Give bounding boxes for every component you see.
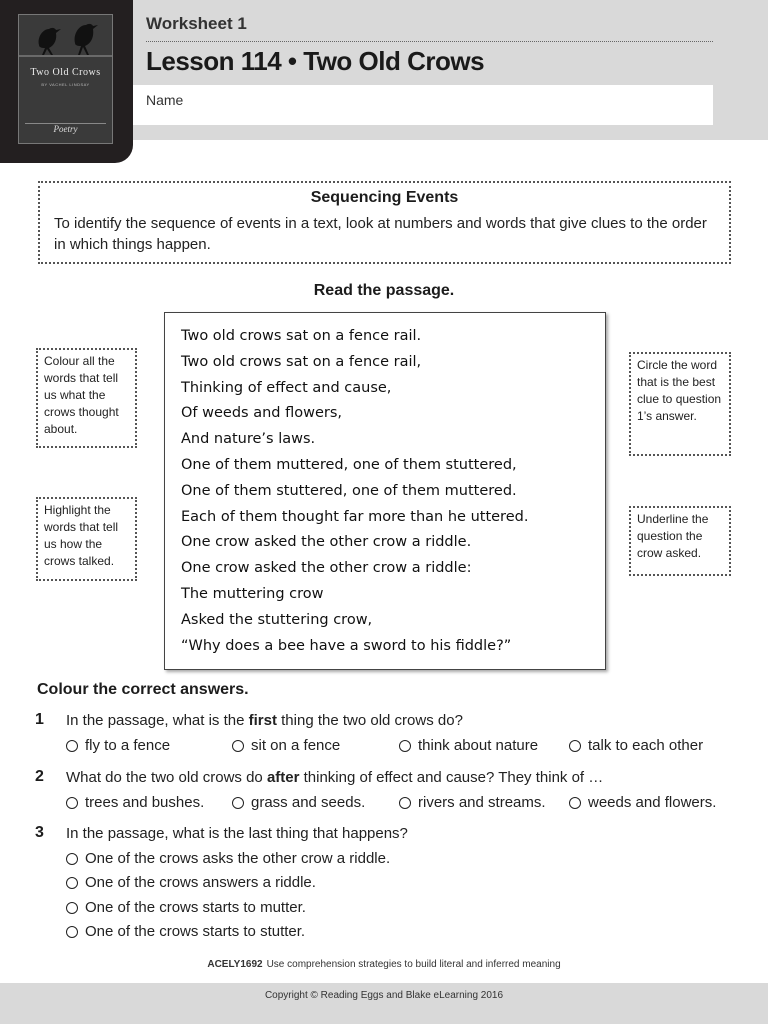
- cover-author: BY VACHEL LINDSAY: [41, 82, 90, 87]
- answer-option[interactable]: [569, 737, 703, 754]
- worksheet-label: Worksheet 1: [146, 14, 247, 33]
- curriculum-note: [0, 959, 768, 970]
- answer-option[interactable]: [66, 923, 305, 940]
- crows-icon: [19, 15, 113, 65]
- question-text-pre: In the passage, what is the last thing that happens?: [66, 825, 408, 842]
- question-text-emphasis: after: [266, 769, 300, 786]
- passage-line: The muttering crow: [181, 585, 324, 602]
- sequencing-title: Sequencing Events: [310, 189, 459, 206]
- curriculum-text: Use comprehension strategies to build literal and inferred meaning: [266, 959, 561, 970]
- answer-option-label: sit on a fence: [251, 737, 341, 754]
- question-text-pre: What do the two old crows do: [66, 769, 267, 786]
- radio-circle-icon[interactable]: [569, 797, 581, 809]
- question-text-post: thinking of effect and cause? They think of …: [299, 769, 604, 786]
- answer-option-label: weeds and flowers.: [588, 794, 717, 811]
- answer-option-label: One of the crows starts to mutter.: [85, 899, 306, 916]
- radio-circle-icon[interactable]: [66, 853, 78, 865]
- question-text: [66, 769, 603, 786]
- name-label: Name: [146, 92, 184, 108]
- instruction-note-colour: Colour all the words that tell us what the crows thought about.: [36, 348, 137, 448]
- answer-option[interactable]: [66, 794, 204, 811]
- question-number: 2: [35, 768, 44, 785]
- passage-lines: [181, 324, 528, 659]
- curriculum-code: ACELY1692: [207, 959, 263, 970]
- passage-line: One of them stuttered, one of them muttered.: [181, 482, 517, 499]
- passage-line: One of them muttered, one of them stuttered,: [181, 456, 517, 473]
- answer-option[interactable]: [232, 794, 365, 811]
- question-text-emphasis: first: [248, 712, 277, 729]
- answer-option-label: rivers and streams.: [418, 794, 546, 811]
- radio-circle-icon[interactable]: [399, 740, 411, 752]
- question-text-pre: In the passage, what is the: [66, 712, 249, 729]
- book-cover-image: [18, 14, 113, 144]
- footer-band: [0, 983, 768, 1024]
- header-divider: [146, 41, 713, 42]
- answer-option-label: One of the crows answers a riddle.: [85, 874, 316, 891]
- passage-line: Two old crows sat on a fence rail.: [181, 328, 422, 344]
- passage-line: “Why does a bee have a sword to his fiddle?”: [181, 637, 512, 654]
- answer-option-label: One of the crows asks the other crow a riddle.: [85, 850, 391, 867]
- cover-title: Two Old Crows: [30, 67, 101, 78]
- passage-line: One crow asked the other crow a riddle:: [181, 560, 472, 577]
- answer-option-label: One of the crows starts to stutter.: [85, 923, 306, 940]
- answer-option-label: think about nature: [418, 737, 539, 754]
- answer-option-label: talk to each other: [588, 737, 704, 754]
- answers-heading: Colour the correct answers.: [37, 681, 249, 698]
- copyright: Copyright © Reading Eggs and Blake eLearning 2016: [264, 990, 504, 1001]
- radio-circle-icon[interactable]: [232, 797, 244, 809]
- passage-line: And nature’s laws.: [181, 431, 316, 448]
- answer-option[interactable]: [66, 737, 170, 754]
- answer-option-label: trees and bushes.: [85, 794, 205, 811]
- answer-option-label: fly to a fence: [85, 737, 171, 754]
- cover-genre: Poetry: [53, 124, 78, 134]
- passage-line: Thinking of effect and cause,: [181, 379, 392, 396]
- radio-circle-icon[interactable]: [66, 902, 78, 914]
- sequencing-box: [38, 181, 731, 264]
- read-heading: Read the passage.: [313, 282, 455, 299]
- passage-line: Asked the stuttering crow,: [181, 611, 373, 628]
- passage-line: One crow asked the other crow a riddle.: [181, 534, 472, 551]
- answer-option[interactable]: [66, 850, 390, 867]
- name-field[interactable]: [133, 85, 713, 125]
- cover-tab: [0, 0, 133, 163]
- answer-option[interactable]: [569, 794, 716, 811]
- instruction-note-circle: Circle the word that is the best clue to question 1’s answer.: [629, 352, 731, 456]
- instruction-note-underline: Underline the question the crow asked.: [629, 506, 731, 576]
- answer-option[interactable]: [399, 794, 546, 811]
- lesson-title: Lesson 114 • Two Old Crows: [146, 46, 485, 76]
- question-number: 3: [35, 824, 44, 841]
- radio-circle-icon[interactable]: [569, 740, 581, 752]
- radio-circle-icon[interactable]: [66, 740, 78, 752]
- answer-option[interactable]: [66, 899, 306, 916]
- radio-circle-icon[interactable]: [66, 797, 78, 809]
- answer-option-label: grass and seeds.: [251, 794, 366, 811]
- question-text-post: thing the two old crows do?: [276, 712, 463, 729]
- sequencing-text: To identify the sequence of events in a text, look at numbers and words that give clues to the order in which things happen.: [54, 215, 707, 253]
- radio-circle-icon[interactable]: [232, 740, 244, 752]
- passage-box: [164, 312, 606, 670]
- passage-line: Two old crows sat on a fence rail,: [181, 353, 422, 370]
- instruction-note-highlight: Highlight the words that tell us how the crows talked.: [36, 497, 137, 581]
- radio-circle-icon[interactable]: [66, 877, 78, 889]
- question-text: [66, 712, 463, 729]
- radio-circle-icon[interactable]: [66, 926, 78, 938]
- passage-line: Of weeds and flowers,: [181, 405, 342, 422]
- radio-circle-icon[interactable]: [399, 797, 411, 809]
- passage-line: Each of them thought far more than he uttered.: [181, 508, 529, 525]
- question-number: 1: [35, 711, 44, 728]
- answer-option[interactable]: [66, 874, 316, 891]
- answer-option[interactable]: [399, 737, 538, 754]
- answer-option[interactable]: [232, 737, 340, 754]
- question-text: [66, 825, 408, 842]
